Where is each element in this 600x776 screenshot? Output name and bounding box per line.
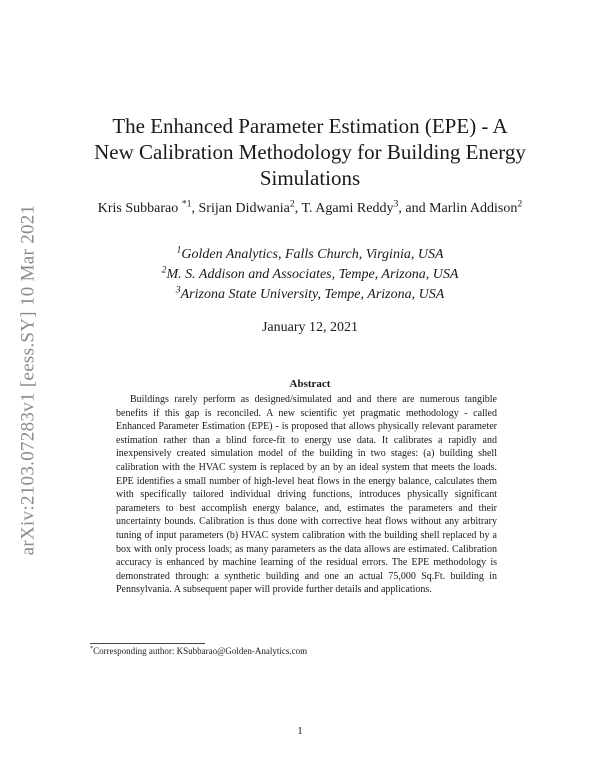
author-sup: 3 bbox=[393, 198, 399, 210]
arxiv-stamp bbox=[14, 200, 42, 560]
author-sup: 2 bbox=[289, 198, 295, 210]
title-line: New Calibration Methodology for Building Energy bbox=[94, 140, 526, 164]
affiliation-text: Arizona State University, Tempe, Arizona, USA bbox=[180, 287, 445, 302]
affiliation-num: 3 bbox=[175, 284, 181, 296]
footnote-text: Corresponding author: KSubbarao@Golden-Analytics.com bbox=[93, 646, 308, 656]
affiliation-num: 2 bbox=[161, 264, 167, 276]
paper-date: January 12, 2021 bbox=[261, 320, 359, 335]
page-number: 1 bbox=[297, 725, 303, 737]
affiliation-line bbox=[80, 265, 540, 285]
author-list: Kris Subbarao $^{*1}$, Srijan Didwania$^2$, T. Agami Reddy$^3$, and Marlin Addison$^2$ bbox=[97, 198, 523, 216]
affiliation-line bbox=[80, 285, 540, 305]
affiliation-text: Golden Analytics, Falls Church, Virginia, USA bbox=[181, 247, 444, 262]
abstract-heading: Abstract bbox=[289, 378, 331, 390]
title-line: Simulations bbox=[259, 166, 361, 190]
author-sup: 2 bbox=[517, 198, 523, 210]
title-line: The Enhanced Parameter Estimation (EPE) - A bbox=[112, 114, 508, 138]
footnote-rule bbox=[90, 643, 205, 644]
affiliation-num: 1 bbox=[176, 244, 182, 256]
affiliation-text: M. S. Addison and Associates, Tempe, Arizona, USA bbox=[166, 267, 459, 282]
author-name: Srijan Didwania bbox=[198, 201, 290, 216]
affiliations bbox=[80, 245, 540, 305]
author-name: and Marlin Addison bbox=[405, 201, 518, 216]
abstract-body: Buildings rarely perform as designed/simulated and and there are numerous tangible benefits if this gap is reconciled. A new scientific yet pragmatic methodology - called Enhanced Parameter Estimation (EPE) - is proposed that allows physically relevant parameter estimation rather than a blind force-fit to energy use data. It calibrates a rapidly and inexpensively created simulation model of the building in two stages: (a) building shell calibration with the HVAC system is replaced by an by an ideal system that meets the loads. EPE identifies a small number of high-level heat flows in the energy balance, calculates them with specifically tailored individual driving functions, introduces physically significant parameters to best accomplish energy balance, and, estimates the parameters and their uncertainty bounds. Calibration is thus done with corrective heat flows without any arbitrary tuning of input parameters (b) HVAC system calibration with the building shell replaced by a box with only process loads; as many parameters as the data allows are estimated. Calibration accuracy is enhanced by machine learning of the residual errors. The EPE methodology is demonstrated through: a synthetic building and one an actual 75,000 Sq.Ft. building in Pennsylvania. A subsequent paper will provide further details and applications. bbox=[116, 394, 497, 596]
paper-title bbox=[80, 113, 540, 191]
author-name: Kris Subbarao bbox=[97, 201, 182, 216]
author-sup: *1 bbox=[181, 198, 192, 210]
footnote bbox=[90, 646, 307, 656]
affiliation-line bbox=[80, 245, 540, 265]
footnote-mark: * bbox=[90, 645, 94, 652]
arxiv-stamp-text: arXiv:2103.07283v1 [eess.SY] 10 Mar 2021 bbox=[17, 204, 39, 556]
author-name: T. Agami Reddy bbox=[301, 201, 394, 216]
